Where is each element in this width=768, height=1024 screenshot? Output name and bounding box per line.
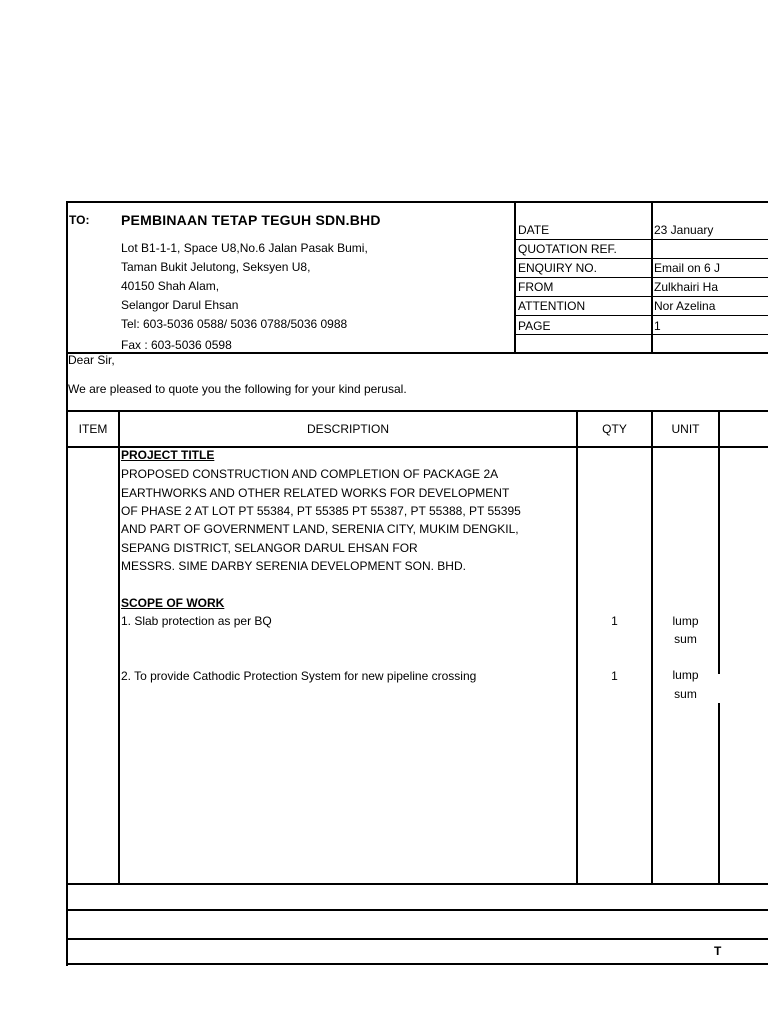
- info-label-from: FROM: [518, 280, 554, 294]
- info-value-date: 23 January: [654, 223, 714, 237]
- total-label-cut: T: [714, 944, 722, 958]
- item-qty: 1: [611, 614, 618, 628]
- info-row-line: [515, 277, 768, 278]
- item-qty: 1: [611, 669, 618, 683]
- to-label: TO:: [69, 213, 90, 227]
- table-body-bottom: [66, 883, 768, 885]
- info-label-enquiry-no: ENQUIRY NO.: [518, 261, 597, 275]
- info-value-from: Zulkhairi Ha: [654, 280, 719, 294]
- info-label-attention: ATTENTION: [518, 299, 586, 313]
- info-row-line: [515, 239, 768, 240]
- col-divider-unit: [718, 410, 720, 674]
- table-total-line: [66, 938, 768, 940]
- item-unit: lump: [672, 614, 699, 628]
- info-label-date: DATE: [518, 223, 550, 237]
- salutation: Dear Sir,: [68, 353, 115, 367]
- header-top-border: [66, 201, 768, 203]
- info-value-attention: Nor Azelina: [654, 299, 716, 313]
- project-line: AND PART OF GOVERNMENT LAND, SERENIA CITY, MUKIM DENGKIL,: [121, 522, 519, 536]
- item-unit: sum: [674, 687, 697, 701]
- col-divider-unit-lower: [718, 703, 720, 885]
- info-row-line: [515, 334, 768, 335]
- table-final-border: [66, 963, 768, 965]
- phone-line: Tel: 603-5036 0588/ 5036 0788/5036 0988: [121, 317, 348, 331]
- address-line: Selangor Darul Ehsan: [121, 298, 239, 312]
- project-title-label: PROJECT TITLE: [121, 448, 215, 462]
- col-divider-desc: [576, 410, 578, 885]
- project-line: OF PHASE 2 AT LOT PT 55384, PT 55385 PT 55387, PT 55388, PT 55395: [121, 504, 521, 518]
- info-row-line: [515, 296, 768, 297]
- address-line: Taman Bukit Jelutong, Seksyen U8,: [121, 260, 311, 274]
- info-row-line: [515, 315, 768, 316]
- info-label-page: PAGE: [518, 319, 551, 333]
- scope-of-work-label: SCOPE OF WORK: [121, 596, 225, 610]
- col-divider-item: [118, 410, 120, 885]
- col-header-unit: UNIT: [671, 422, 700, 436]
- project-line: SEPANG DISTRICT, SELANGOR DARUL EHSAN FOR: [121, 541, 418, 555]
- item-description: 2. To provide Cathodic Protection System for new pipeline crossing: [121, 669, 477, 683]
- info-row-line: [515, 258, 768, 259]
- intro-text: We are pleased to quote you the following for your kind perusal.: [68, 382, 407, 396]
- item-description: 1. Slab protection as per BQ: [121, 614, 272, 628]
- address-line: 40150 Shah Alam,: [121, 279, 220, 293]
- col-header-description: DESCRIPTION: [306, 422, 389, 436]
- project-line: MESSRS. SIME DARBY SERENIA DEVELOPMENT SON. BHD.: [121, 559, 466, 573]
- company-name: PEMBINAAN TETAP TEGUH SDN.BHD: [121, 212, 381, 228]
- info-value-enquiry-no: Email on 6 J: [654, 261, 721, 275]
- item-unit: lump: [672, 668, 699, 682]
- info-label-quotation-ref: QUOTATION REF.: [518, 242, 617, 256]
- table-subtotal-line: [66, 909, 768, 911]
- project-line: EARTHWORKS AND OTHER RELATED WORKS FOR DEVELOPMENT: [121, 486, 510, 500]
- info-value-page: 1: [654, 319, 661, 333]
- item-unit: sum: [674, 632, 697, 646]
- table-top-border: [66, 410, 768, 412]
- header-left-border: [66, 201, 68, 966]
- fax-line: Fax : 603-5036 0598: [121, 338, 232, 352]
- col-header-qty: QTY: [602, 422, 627, 436]
- address-line: Lot B1-1-1, Space U8,No.6 Jalan Pasak Bumi,: [121, 241, 368, 255]
- col-header-item: ITEM: [78, 422, 108, 436]
- col-divider-qty: [651, 410, 653, 885]
- project-line: PROPOSED CONSTRUCTION AND COMPLETION OF PACKAGE 2A: [121, 467, 499, 481]
- header-bottom-border: [66, 352, 768, 354]
